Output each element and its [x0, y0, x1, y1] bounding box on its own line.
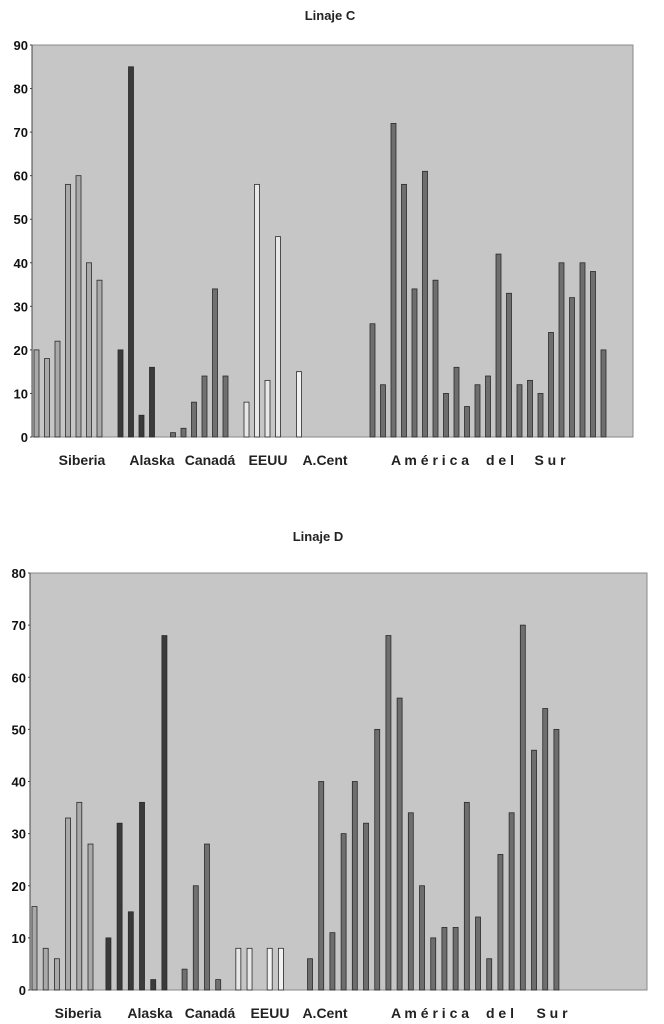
bar — [45, 359, 50, 437]
bar — [454, 367, 459, 437]
bar — [213, 289, 218, 437]
y-tick-label: 70 — [11, 618, 26, 634]
bar — [129, 67, 134, 437]
bar — [223, 376, 228, 437]
y-tick-label: 60 — [13, 168, 28, 184]
bar — [498, 854, 503, 990]
bar — [420, 886, 425, 990]
bar — [433, 280, 438, 437]
y-tick-label: 30 — [11, 826, 26, 842]
bar — [580, 263, 585, 437]
bar — [391, 123, 396, 437]
y-tick-label: 80 — [13, 81, 28, 97]
bar — [276, 237, 281, 437]
bar — [139, 415, 144, 437]
bar — [397, 698, 402, 990]
bar — [247, 948, 252, 990]
x-group-label: EEUU — [248, 452, 288, 468]
bar — [118, 350, 123, 437]
x-group-label: Canadá — [184, 1005, 236, 1021]
bar — [591, 271, 596, 437]
y-tick-label: 90 — [13, 38, 28, 53]
bar — [66, 818, 71, 990]
chart-linaje-d — [12, 529, 647, 1021]
bar — [181, 428, 186, 437]
y-tick-label: 70 — [13, 125, 28, 141]
y-tick-label: 50 — [13, 212, 28, 228]
bar — [87, 263, 92, 437]
bar — [193, 886, 198, 990]
bar — [375, 729, 380, 990]
bar — [517, 385, 522, 437]
x-group-label: Siberia — [54, 1005, 102, 1021]
x-group-label: EEUU — [250, 1005, 290, 1021]
y-tick-label: 10 — [11, 930, 26, 946]
bar — [151, 980, 156, 990]
bar — [496, 254, 501, 437]
x-group-label: S u r — [534, 452, 566, 468]
bar — [182, 969, 187, 990]
bar — [402, 184, 407, 437]
bar — [77, 802, 82, 990]
y-tick-label: 40 — [11, 774, 26, 790]
bar — [487, 959, 492, 990]
bar — [162, 636, 167, 990]
y-tick-label: 80 — [11, 566, 26, 581]
bar — [465, 407, 470, 437]
bar — [97, 280, 102, 437]
bar — [601, 350, 606, 437]
bar — [216, 980, 221, 990]
bar — [423, 171, 428, 437]
bar — [554, 729, 559, 990]
bar — [32, 907, 37, 990]
bar — [319, 782, 324, 991]
bar — [370, 324, 375, 437]
chart-title: Linaje C — [304, 8, 356, 23]
bar — [386, 636, 391, 990]
bar — [330, 933, 335, 990]
bar — [559, 263, 564, 437]
bar — [520, 625, 525, 990]
bar — [341, 834, 346, 990]
bar — [34, 350, 39, 437]
bar — [549, 332, 554, 437]
bar — [117, 823, 122, 990]
bar — [88, 844, 93, 990]
bar — [244, 402, 249, 437]
bar — [507, 293, 512, 437]
y-tick-label: 0 — [18, 983, 26, 998]
bar — [381, 385, 386, 437]
bar — [204, 844, 209, 990]
bar — [476, 917, 481, 990]
bar — [352, 782, 357, 991]
y-tick-label: 40 — [13, 255, 28, 271]
bar — [171, 433, 176, 437]
bar — [453, 927, 458, 990]
bar — [570, 298, 575, 437]
bar — [532, 750, 537, 990]
x-group-label: A.Cent — [302, 452, 348, 468]
bar — [54, 959, 59, 990]
bar — [364, 823, 369, 990]
bar — [464, 802, 469, 990]
chart-title: Linaje D — [292, 529, 344, 544]
y-tick-label: 10 — [13, 386, 28, 402]
x-group-label: Alaska — [127, 1005, 173, 1021]
bar — [236, 948, 241, 990]
bar — [255, 184, 260, 437]
bar — [140, 802, 145, 990]
y-tick-label: 50 — [11, 722, 26, 738]
x-group-label: Canadá — [184, 452, 236, 468]
y-tick-label: 0 — [20, 430, 28, 445]
bar — [66, 184, 71, 437]
chart-linaje-c — [14, 8, 633, 468]
x-group-label: A m é r i c a — [390, 1005, 470, 1021]
bar — [444, 393, 449, 437]
x-group-label: A.Cent — [302, 1005, 348, 1021]
x-group-label: d e l — [485, 452, 515, 468]
bar — [278, 948, 283, 990]
bar — [76, 176, 81, 437]
x-group-label: Alaska — [129, 452, 175, 468]
bar — [442, 927, 447, 990]
bar — [408, 813, 413, 990]
x-group-label: A m é r i c a — [390, 452, 470, 468]
bar — [150, 367, 155, 437]
bar — [528, 380, 533, 437]
x-group-label: Siberia — [58, 452, 106, 468]
bar — [538, 393, 543, 437]
bar — [412, 289, 417, 437]
bar — [475, 385, 480, 437]
x-group-label: S u r — [536, 1005, 568, 1021]
bar — [106, 938, 111, 990]
bar — [128, 912, 133, 990]
bar — [297, 372, 302, 437]
bar — [267, 948, 272, 990]
bar — [265, 380, 270, 437]
x-group-label: d e l — [485, 1005, 515, 1021]
bar — [308, 959, 313, 990]
bar — [486, 376, 491, 437]
bar — [202, 376, 207, 437]
bar — [431, 938, 436, 990]
y-tick-label: 60 — [11, 670, 26, 686]
bar — [543, 709, 548, 990]
bar — [55, 341, 60, 437]
y-tick-label: 20 — [13, 342, 28, 358]
bar — [43, 948, 48, 990]
bar — [192, 402, 197, 437]
bar — [509, 813, 514, 990]
y-tick-label: 30 — [13, 299, 28, 315]
y-tick-label: 20 — [11, 878, 26, 894]
